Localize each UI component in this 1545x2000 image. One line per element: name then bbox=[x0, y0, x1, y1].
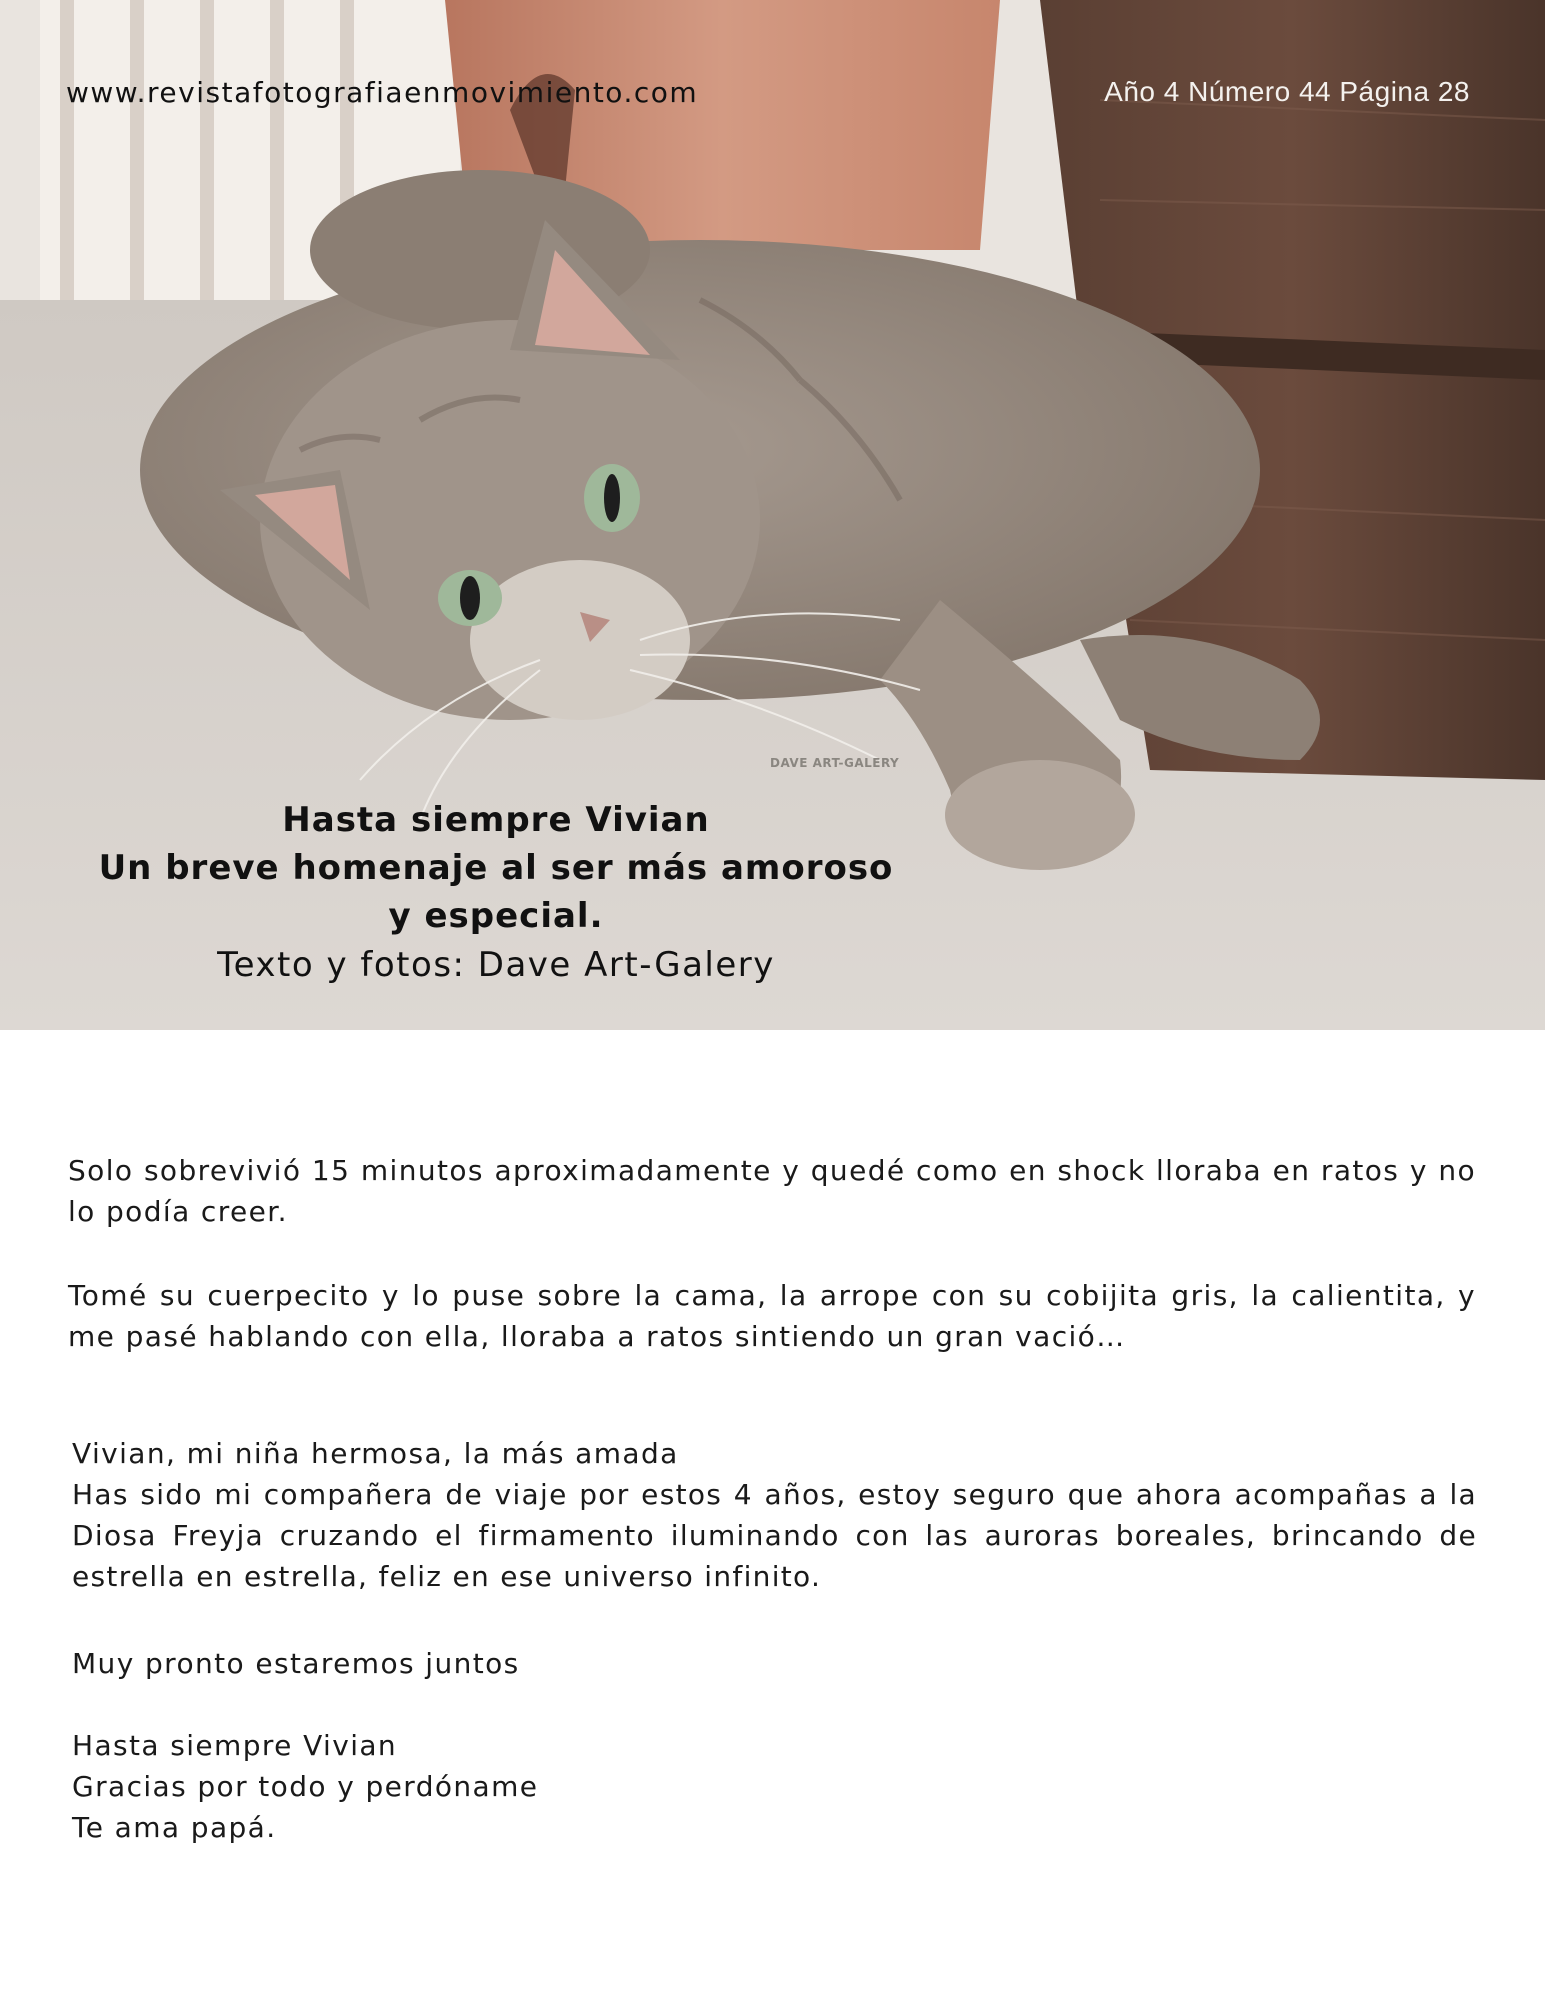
article-title: Hasta siempre Vivian bbox=[282, 800, 710, 840]
closing-lines bbox=[72, 1725, 1477, 1848]
paragraph-3-body: Has sido mi compañera de viaje por estos 4 años, estoy seguro que ahora acompañas a la Diosa Freyja cruzando el firmamento iluminando con las auroras boreales, brincando de estrella en estrella, feliz en ese universo infinito. bbox=[72, 1478, 1477, 1593]
closing-line-1: Hasta siempre Vivian bbox=[72, 1729, 398, 1762]
article-title-block bbox=[96, 796, 896, 990]
paragraph-3-first-line: Vivian, mi niña hermosa, la más amada bbox=[72, 1437, 679, 1470]
photo-watermark: DAVE ART-GALERY bbox=[770, 756, 900, 770]
article-subtitle-line2: y especial. bbox=[388, 896, 604, 936]
paragraph-1: Solo sobrevivió 15 minutos aproximadamente y quedé como en shock lloraba en ratos y no lo podía creer. bbox=[68, 1154, 1476, 1228]
issue-info: Año 4 Número 44 Página 28 bbox=[1104, 76, 1470, 107]
paragraph-3 bbox=[72, 1433, 1477, 1597]
article-subtitle-line1: Un breve homenaje al ser más amoroso bbox=[98, 848, 894, 888]
closing-line-2: Gracias por todo y perdóname bbox=[72, 1770, 539, 1803]
paragraph-4: Muy pronto estaremos juntos bbox=[72, 1647, 520, 1680]
paragraph-2: Tomé su cuerpecito y lo puse sobre la cama, la arrope con su cobijita gris, la calientita, y me pasé hablando con ella, lloraba a ratos sintiendo un gran vació… bbox=[68, 1279, 1476, 1353]
closing-line-3: Te ama papá. bbox=[72, 1811, 277, 1844]
site-url[interactable]: www.revistafotografiaenmovimiento.com bbox=[66, 76, 699, 109]
article-credit: Texto y fotos: Dave Art-Galery bbox=[217, 945, 775, 985]
